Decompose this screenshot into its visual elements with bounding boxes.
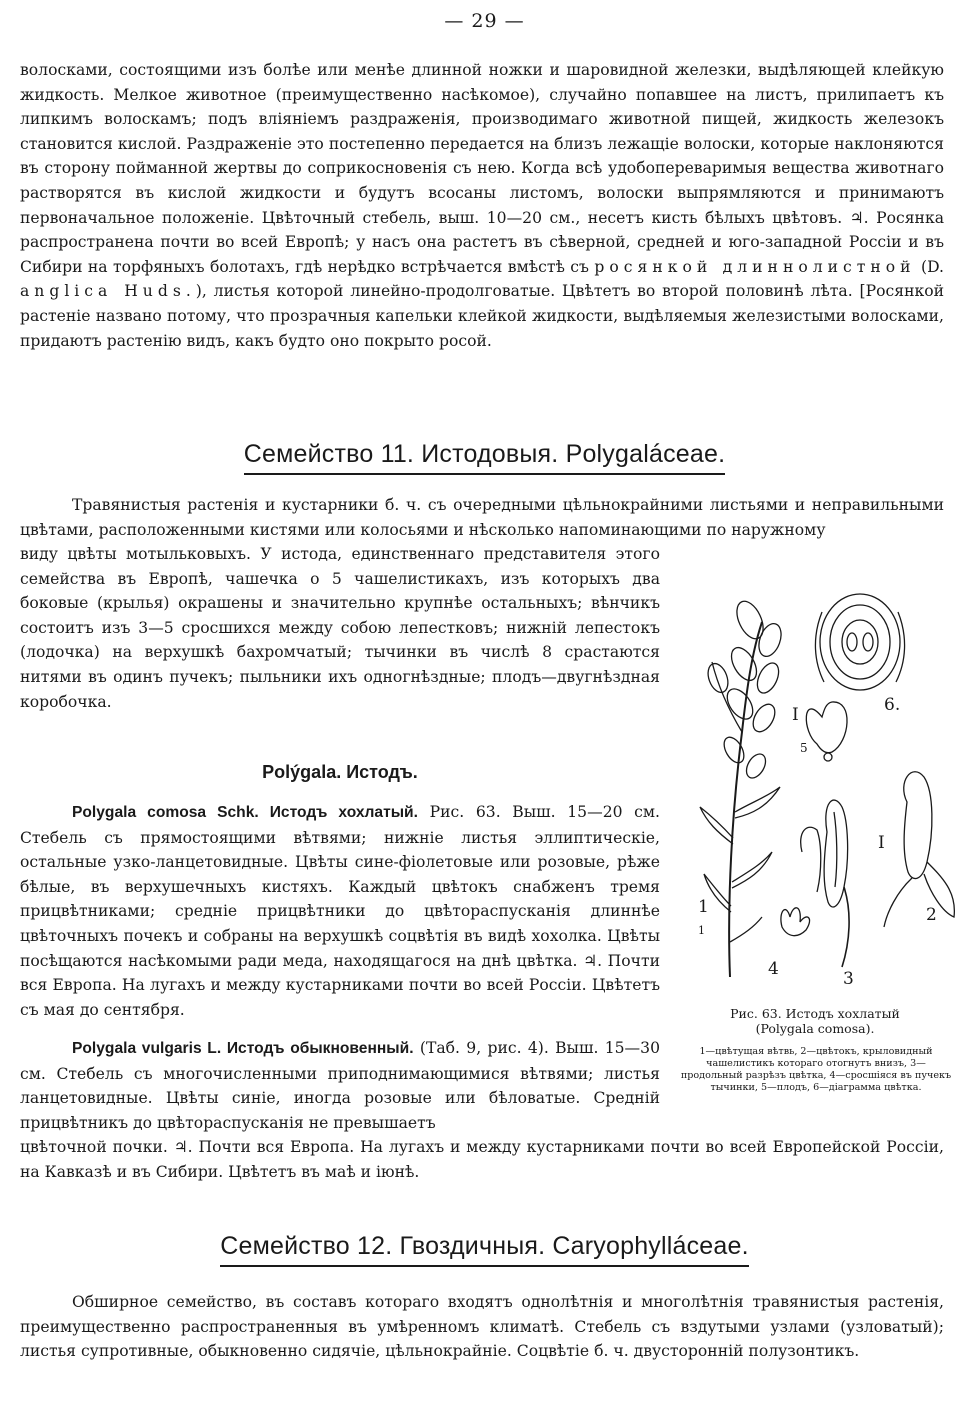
spaced-species-name: росянкой длиннолистной [594,257,916,276]
figure-label-1: 1 [698,897,709,917]
figure-label-1-scale: 1 [698,924,705,937]
family-12-heading-text: Семейство 12. Гвоздичныя. Caryophylláceae. [220,1232,749,1267]
species-vulgaris-paragraph-continued: цвѣточной почки. ♃. Почти вся Европа. На лугахъ и между кустарниками почти во всей Европейской Россіи, на Кавказѣ и въ Сибири. Цвѣтетъ въ маѣ и іюнѣ. [20,1138,944,1181]
spaced-latin-name: anglica Huds. [20,282,196,301]
figure-label-6: 6. [884,695,901,715]
page-number: — 29 — [444,10,525,32]
species-description: Рис. 63. Выш. 15—20 см. Стебель съ прямостоящими вѣтвями; нижніе листья эллиптическіе, остальные узко-ланцетовидные. Цвѣты сине-фіолетовые или розовые, рѣже бѣлые, въ верхушечныхъ кистяхъ. Каждый цвѣтокъ снабженъ тремя прицвѣтниками; средніе прицвѣтники до цвѣтораспусканія длиннѣе цвѣточныхъ почекъ и собраны на верхушкѣ соцвѣтія въ видѣ хохолка. Цвѣты посѣщаются насѣкомыми ради меда, находящагося на днѣ цвѣтка. ♃. Почти вся Европа. На лугахъ и между кустарниками почти во всей Россіи. Цвѣтетъ съ мая до сентября. [20,803,661,1019]
family-12-description: Обширное семейство, въ составъ котораго входятъ однолѣтнія и многолѣтнія травянистыя растенія, преимущественно распространенныя въ умѣренномъ климатѣ. Стебель съ вздутыми узлами (узловатый); листья супротивные, обыкновенно сидячіе, цѣльнокрайніе. Соцвѣтіе б. ч. двусторонній полузонтикъ. [20,1293,944,1361]
species-comosa-paragraph [20,800,660,1022]
family-11-heading [0,440,969,475]
figure-legend: 1—цвѣтущая вѣтвь, 2—цвѣтокъ, крыловидный чашелистикъ котораго отогнутъ внизъ, 3—продольный разрѣзъ цвѣтка, 4—сросшіяся въ пучекъ тычинки, 5—плодъ, 6—діаграмма цвѣтка. [680,1046,952,1093]
paragraph-text: (D. [921,257,944,276]
figure-label-scale-flower: I [878,833,885,853]
figure-label-3: 3 [843,969,854,989]
figure-label-scale-fruit: I [792,705,799,725]
genus-heading: Polýgala. Истодъ. [262,762,418,782]
drosera-continuation-paragraph [20,58,944,353]
family-11-description: Травянистыя растенія и кустарники б. ч. съ очередными цѣльнокрайними листьями и неправильными цвѣтами, расположенными кистями или колосьями и нѣсколько напоминающими по наружному [20,496,944,539]
figure-caption-latin: (Polygala comosa). [755,1021,875,1036]
polygala-illustration [672,582,962,1002]
paragraph-text: ), листья которой линейно-продолговатые. Цвѣтетъ во второй половинѣ лѣта. [Росянкой растеніе названо потому, что прозрачныя капельки клейкой жидкости, выдѣляемыя железистыми волосками, придаютъ растенію видъ, какъ будто оно покрыто росой. [20,282,944,350]
family-11-heading-text: Семейство 11. Истодовыя. Polygaláceae. [244,440,725,475]
figure-caption [674,1006,956,1036]
species-vulgaris-paragraph [20,1036,660,1135]
family-12-heading [0,1232,969,1267]
species-name: Polygala vulgaris L. Истодъ обыкновенный. [72,1040,414,1057]
figure-label-4: 4 [768,959,779,979]
figure-label-2: 2 [926,905,937,925]
family-11-description-continued: виду цвѣты мотыльковыхъ. У истода, единственнаго представителя этого семейства въ Европѣ, чашечка о 5 чашелистикахъ, изъ которыхъ два боковые (крылья) окрашены и значительно крупнѣе остальныхъ; вѣнчикъ состоитъ изъ 3—5 сросшихся между собою лепестковъ; нижній лепестокъ (лодочка) на верхушкѣ бахромчатый; тычинки въ числѣ 8 срастаются нитями въ одинъ пучекъ; пыльники ихъ одногнѣздные; плодъ—двугнѣздная коробочка. [20,545,660,711]
figure-label-5: 5 [800,741,808,755]
figure-caption-title: Рис. 63. Истодъ хохлатый [730,1006,900,1021]
botanical-drawing [672,582,962,1002]
species-name: Polygala comosa Schk. Истодъ хохлатый. [72,804,418,821]
species-description: (Таб. 9, рис. 4). Выш. 15—30 см. Стебель съ многочисленными приподнимающимися вѣтвями; листья ланцетовидные. Цвѣты синіе, иногда розовые или бѣловатые. Средній прицвѣтникъ до цвѣтораспусканія не превышаетъ [20,1039,660,1132]
paragraph-text: волосками, состоящими изъ болѣе или менѣе длинной ножки и шаровидной железки, выдѣляющей клейкую жидкость. Мелкое животное (преимущественно насѣкомое), случайно попавшее на листъ, прилипаетъ къ липкимъ волоскамъ; подъ вліяніемъ раздраженія, производимаго животной пищей, жидкость железокъ становится кислой. Раздраженіе это постепенно передается на близъ лежащіе волоски, которые наклоняются въ сторону пойманной жертвы до соприкосновенія съ нею. Когда всѣ удобопереваримыя вещества животнаго растворятся въ кислой жидкости и будутъ всосаны листомъ, волоски выпрямляются и принимаютъ первоначальное положеніе. Цвѣточный стебель, выш. 10—20 см., несетъ кисть бѣлыхъ цвѣтовъ. ♃. Росянка распространена почти во всей Европѣ; у насъ она растетъ въ сѣверной, средней и юго-западной Россіи и въ Сибири на торфяныхъ болотахъ, гдѣ нерѣдко встрѣчается вмѣстѣ съ [20,61,944,276]
